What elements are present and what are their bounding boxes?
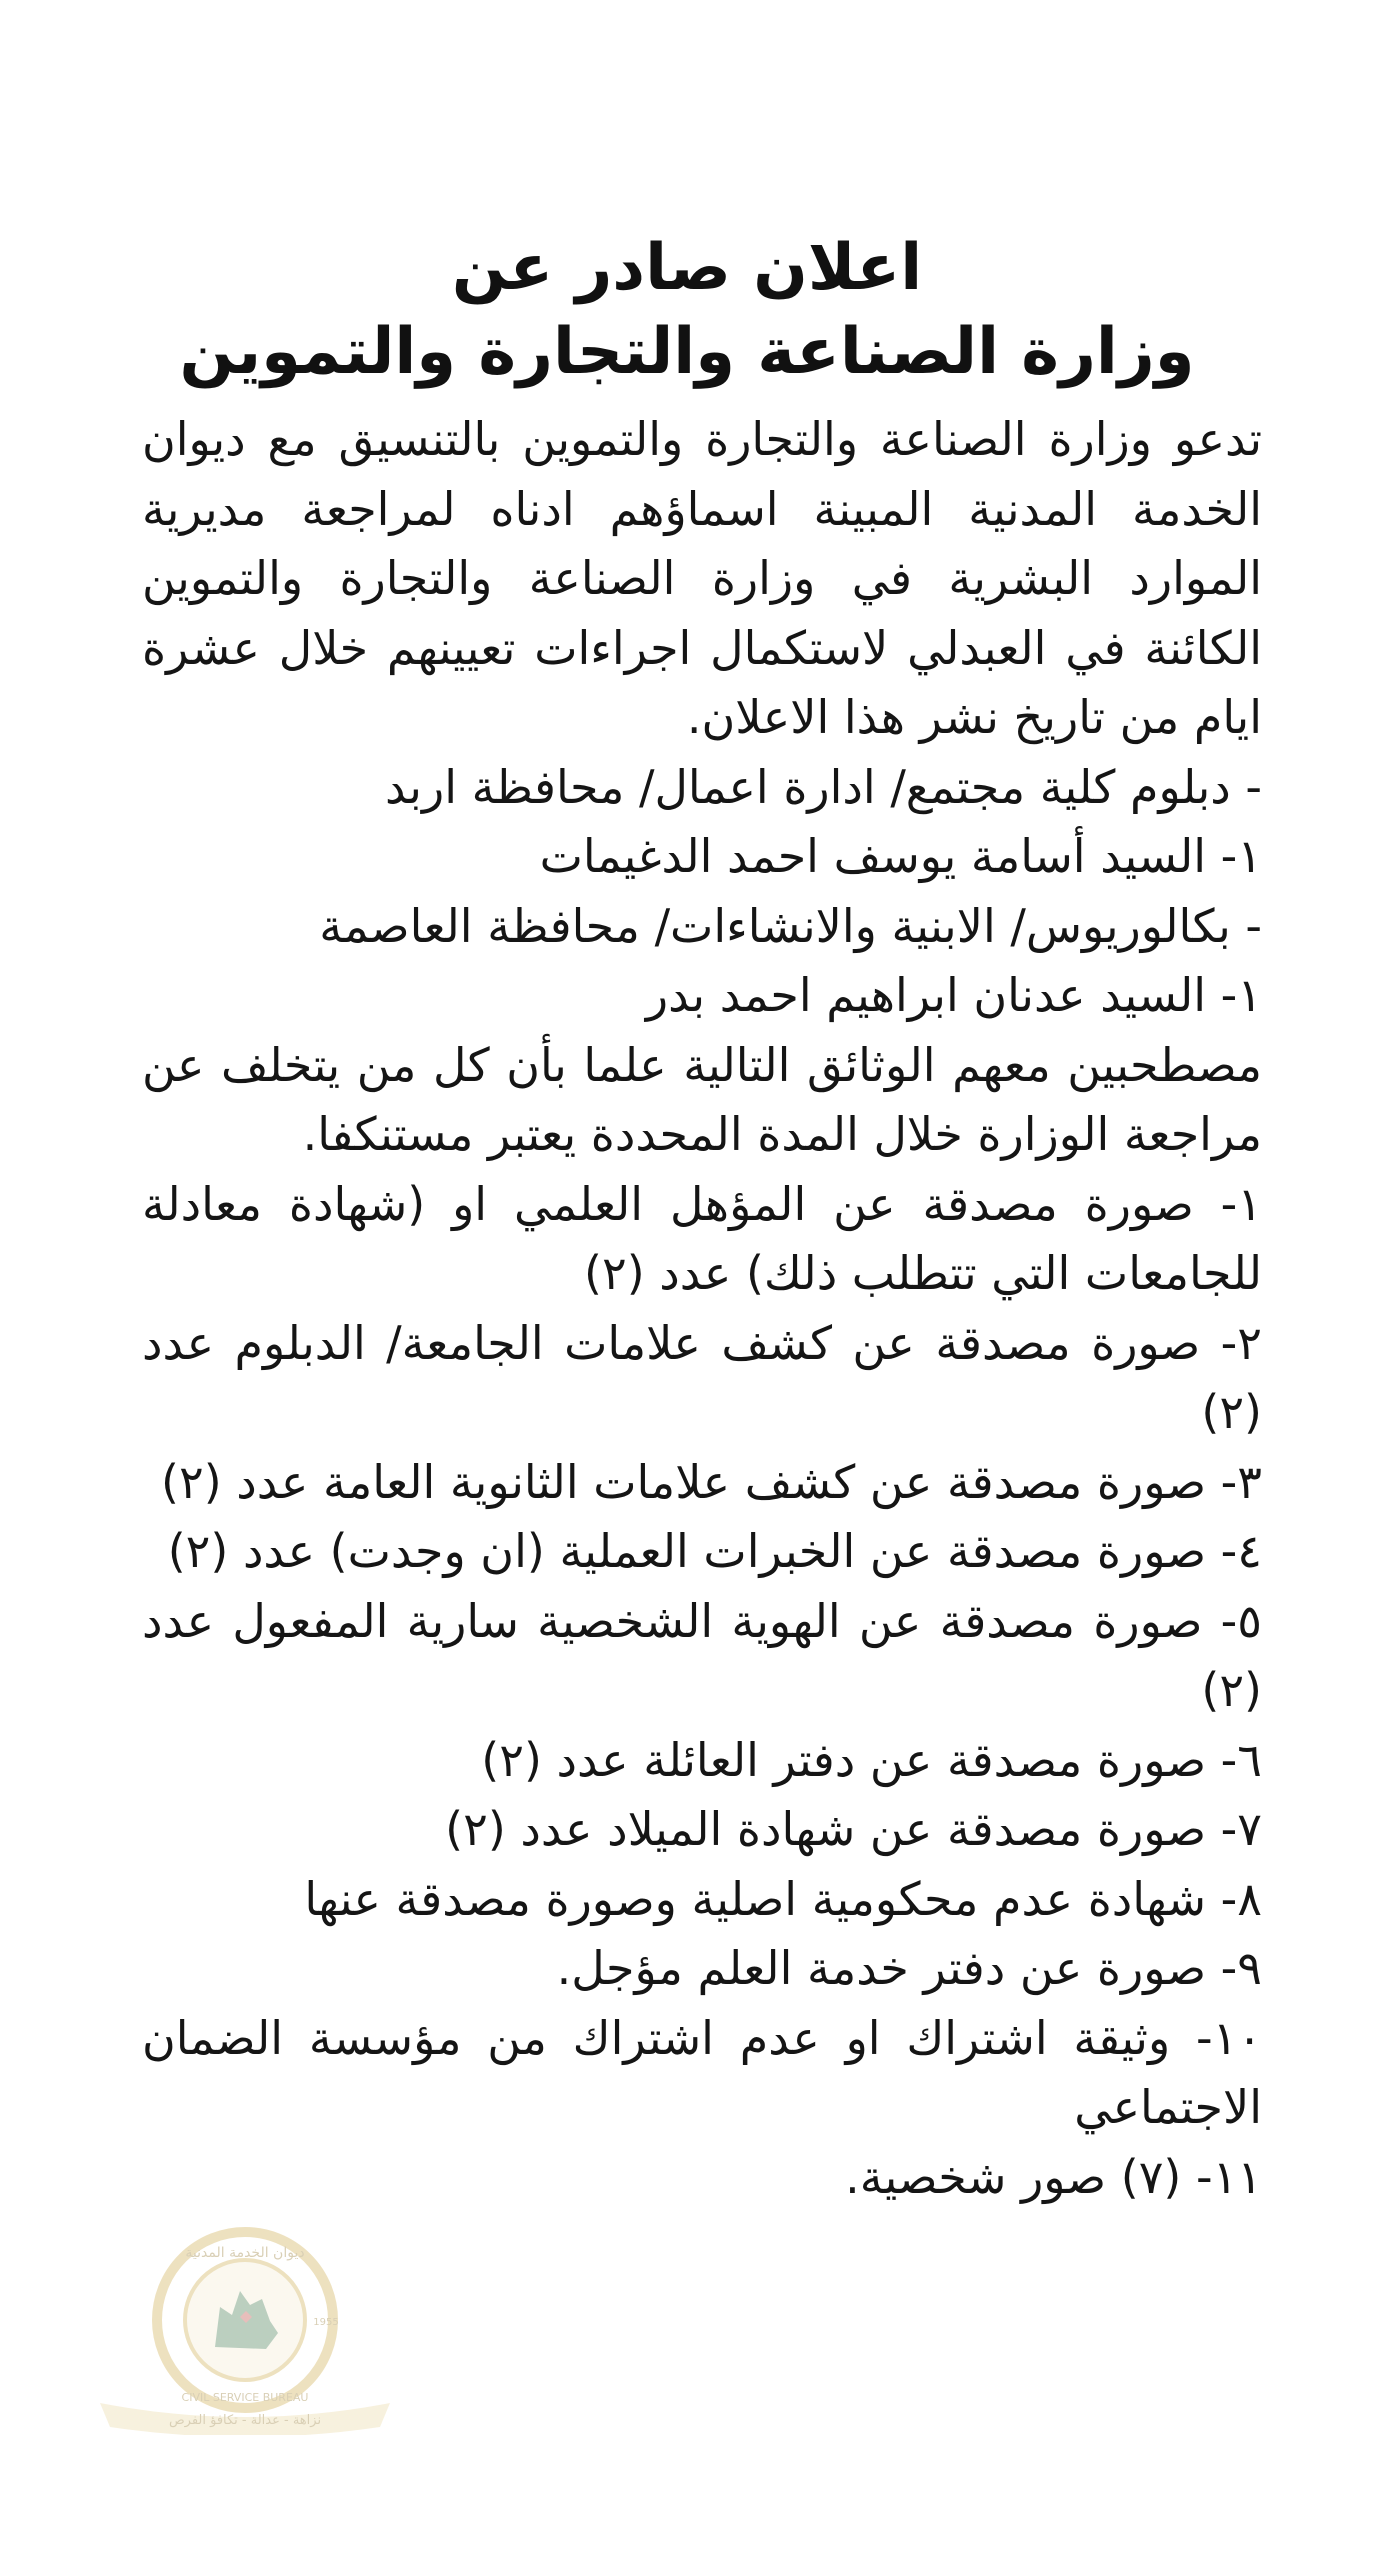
announcement-body (142, 405, 1262, 2212)
seal-arabic-name: ديوان الخدمة المدنية (185, 2245, 305, 2261)
document-item-3: ٣- صورة مصدقة عن كشف علامات الثانوية العامة عدد (٢) (161, 1454, 1262, 1509)
document-item-8: ٨- شهادة عدم محكومية اصلية وصورة مصدقة عنها (304, 1871, 1262, 1926)
group-1-heading: - دبلوم كلية مجتمع/ ادارة اعمال/ محافظة اربد (385, 759, 1262, 814)
civil-service-bureau-seal (80, 2225, 410, 2435)
ministry-name: وزارة الصناعة والتجارة والتموين (179, 315, 1195, 389)
document-item-4: ٤- صورة مصدقة عن الخبرات العملية (ان وجدت) عدد (٢) (167, 1524, 1262, 1578)
document-item-7: ٧- صورة مصدقة عن شهادة الميلاد عدد (٢) (445, 1802, 1262, 1856)
seal-year: 1955 (313, 2317, 339, 2328)
document-item-10: ١٠- وثيقة اشتراك او عدم اشتراك من مؤسسة الضمان الاجتماعي (142, 2010, 1262, 2134)
document-item-5: ٥- صورة مصدقة عن الهوية الشخصية سارية المفعول عدد (٢) (142, 1593, 1262, 1717)
group-2-heading: - بكالوريوس/ الابنية والانشاءات/ محافظة العاصمة (319, 898, 1262, 953)
document-item-9: ٩- صورة عن دفتر خدمة العلم مؤجل. (556, 1941, 1262, 1995)
document-item-2: ٢- صورة مصدقة عن كشف علامات الجامعة/ الدبلوم عدد (٢) (142, 1315, 1262, 1439)
announcement-title: اعلان صادر عن (451, 231, 923, 305)
requirements-intro: مصطحبين معهم الوثائق التالية علما بأن كل من يتخلف عن مراجعة الوزارة خلال المدة المحددة يعتبر مستنكفا. (142, 1037, 1262, 1161)
group-1-candidate: ١- السيد أسامة يوسف احمد الدغيمات (539, 829, 1262, 883)
document-item-11: ١١- (٧) صور شخصية. (845, 2149, 1262, 2204)
document-item-6: ٦- صورة مصدقة عن دفتر العائلة عدد (٢) (481, 1732, 1262, 1787)
seal-english-name: CIVIL SERVICE BUREAU (181, 2391, 309, 2404)
seal-motto: نزاهة - عدالة - تكافؤ الفرص (168, 2413, 322, 2428)
group-2-candidate: ١- السيد عدنان ابراهيم احمد بدر (645, 968, 1262, 1022)
document-item-1: ١- صورة مصدقة عن المؤهل العلمي او (شهادة معادلة للجامعات التي تتطلب ذلك) عدد (٢) (142, 1176, 1262, 1300)
intro-paragraph: تدعو وزارة الصناعة والتجارة والتموين بالتنسيق مع ديوان الخدمة المدنية المبينة اسماؤهم ادناه لمراجعة مديرية الموارد البشرية في وزارة الصناعة والتجارة والتموين الكائنة في العبدلي لاستكمال اجراءات تعيينهم خلال عشرة ايام من تاريخ نشر هذا الاعلان. (142, 412, 1262, 744)
seal-graphic (80, 2225, 410, 2435)
